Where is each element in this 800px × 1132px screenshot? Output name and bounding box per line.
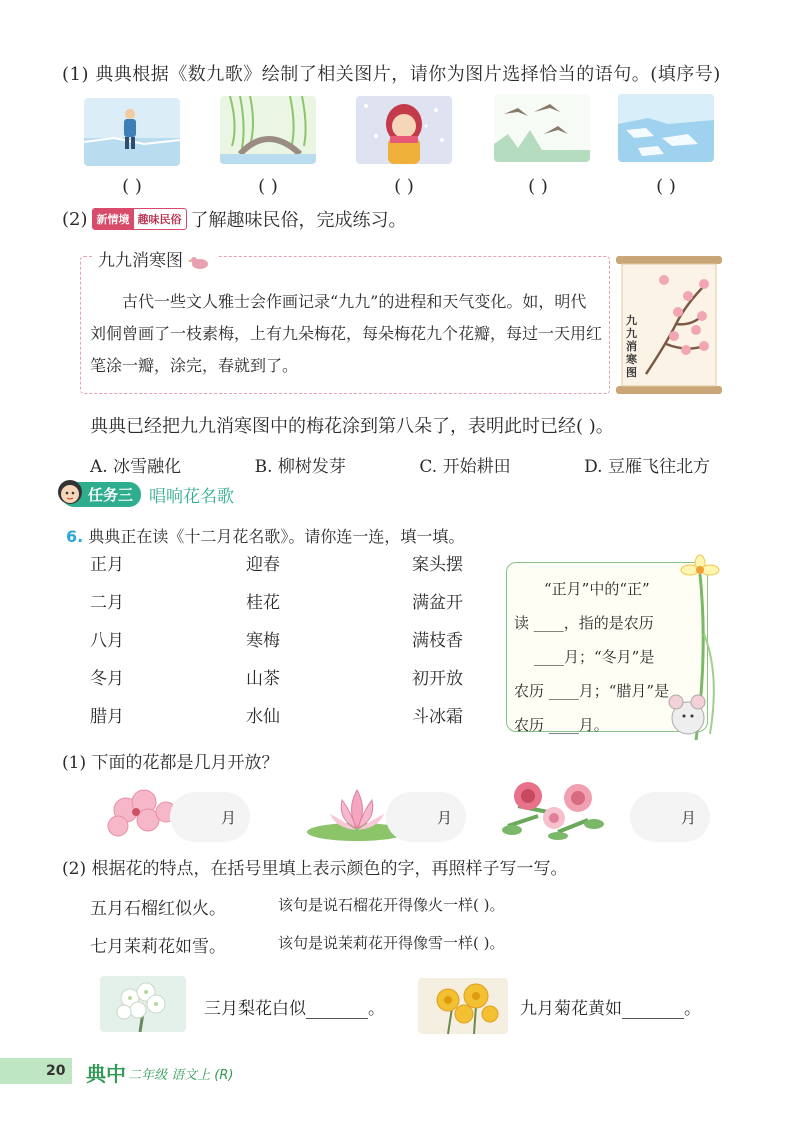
note-line-3[interactable]: ____月；“冬月”是 bbox=[534, 648, 655, 666]
melting-ice-icon bbox=[618, 94, 714, 162]
flower-item[interactable]: 水仙 bbox=[246, 707, 280, 727]
info-text: 古代一些文人雅士会作画记录“九九”的进程和天气变化。如，明代刘侗曾画了一枝素梅，上有九朵梅花，每朵梅花九个花瓣，每过一天用红笔涂一瓣，涂完，春就到了。 bbox=[90, 292, 603, 375]
info-title: 九九消寒图 bbox=[92, 246, 218, 271]
badge-new: 新情境 bbox=[93, 209, 134, 229]
badge-folk: 趣味民俗 bbox=[137, 213, 182, 226]
q6-text: 典典正在读《十二月花名歌》。请你连一连，填一填。 bbox=[88, 527, 465, 546]
girl-in-snow-icon bbox=[356, 96, 452, 164]
page-number: 20 bbox=[46, 1063, 66, 1079]
note-line-2[interactable]: 读 ____，指的是农历 bbox=[514, 614, 654, 632]
answer-paren-3[interactable]: ( ) bbox=[394, 176, 414, 197]
phrase-item[interactable]: 案头摆 bbox=[412, 555, 463, 575]
part2-question: 了解趣味民俗，完成练习。 bbox=[190, 210, 407, 231]
bird-icon bbox=[188, 253, 212, 271]
example-sentence-1: 五月石榴红似火。 bbox=[90, 899, 226, 919]
q6-2-question: (2) 根据花的特点，在括号里填上表示颜色的字，再照样子写一写。 bbox=[62, 859, 568, 879]
new-context-badge bbox=[92, 208, 187, 230]
choice-c[interactable]: C. 开始耕田 bbox=[419, 457, 511, 477]
pear-blossom-icon bbox=[100, 976, 186, 1032]
example-note-1[interactable]: 该句是说石榴花开得像火一样( )。 bbox=[278, 896, 505, 914]
q6-prompt bbox=[66, 524, 464, 547]
choices-row bbox=[90, 452, 710, 477]
flowers-column bbox=[246, 546, 280, 736]
phrase-item[interactable]: 斗冰霜 bbox=[412, 707, 463, 727]
chrysanthemum-icon bbox=[418, 978, 508, 1034]
answer-paren-2[interactable]: ( ) bbox=[258, 176, 278, 197]
month-blank-1[interactable]: 月 bbox=[170, 792, 250, 842]
choice-a[interactable]: A. 冰雪融化 bbox=[90, 457, 182, 477]
book-name: 二年级 语文上 (R) bbox=[128, 1068, 234, 1083]
phrases-column bbox=[412, 546, 463, 736]
month-blank-2[interactable]: 月 bbox=[386, 792, 466, 842]
phrase-item[interactable]: 初开放 bbox=[412, 669, 463, 689]
example-sentence-2: 七月茉莉花如雪。 bbox=[90, 937, 226, 957]
note-line-4[interactable]: 农历 ____月；“腊月”是 bbox=[514, 682, 670, 700]
part1-question: (1) 典典根据《数九歌》绘制了相关图片，请你为图片选择恰当的语句。(填序号) bbox=[62, 64, 721, 85]
note-line-5[interactable]: 农历 ____月。 bbox=[514, 716, 609, 734]
part2-statement: 典典已经把九九消寒图中的梅花涂到第八朵了，表明此时已经( )。 bbox=[90, 416, 614, 437]
part2-question-row bbox=[62, 206, 407, 232]
note-line-1: “正月”中的“正” bbox=[544, 580, 650, 598]
flower-item[interactable]: 桂花 bbox=[246, 593, 280, 613]
part2-prefix: (2) bbox=[62, 208, 88, 230]
flower-item[interactable]: 迎春 bbox=[246, 555, 280, 575]
task3-tag: 任务三 bbox=[62, 482, 141, 507]
book-logo: 典中 bbox=[86, 1062, 126, 1086]
task3-header bbox=[62, 482, 234, 507]
example-note-2[interactable]: 该句是说茉莉花开得像雪一样( )。 bbox=[278, 934, 505, 952]
fill-line-2[interactable]: 九月菊花黄如 。 bbox=[520, 999, 701, 1019]
month-item[interactable]: 冬月 bbox=[90, 669, 124, 689]
month-item[interactable]: 腊月 bbox=[90, 707, 124, 727]
scroll-caption: 九九消寒图 bbox=[626, 314, 637, 379]
months-column bbox=[90, 546, 124, 736]
answer-paren-5[interactable]: ( ) bbox=[656, 176, 676, 197]
phrase-item[interactable]: 满盆开 bbox=[412, 593, 463, 613]
choice-d[interactable]: D. 豆雁飞往北方 bbox=[584, 457, 710, 477]
month-item[interactable]: 二月 bbox=[90, 593, 124, 613]
willow-bridge-icon bbox=[220, 96, 316, 164]
flower-item[interactable]: 寒梅 bbox=[246, 631, 280, 651]
month-item[interactable]: 正月 bbox=[90, 555, 124, 575]
flower-item[interactable]: 山茶 bbox=[246, 669, 280, 689]
peony-icon bbox=[498, 776, 612, 842]
month-blank-3[interactable]: 月 bbox=[630, 792, 710, 842]
answer-paren-1[interactable]: ( ) bbox=[122, 176, 142, 197]
person-on-ice-icon bbox=[84, 98, 180, 166]
girl-mascot-icon bbox=[56, 478, 84, 506]
fill-line-1[interactable]: 三月梨花白似 。 bbox=[204, 999, 385, 1019]
note-text bbox=[514, 572, 704, 742]
phrase-item[interactable]: 满枝香 bbox=[412, 631, 463, 651]
answer-paren-4[interactable]: ( ) bbox=[528, 176, 548, 197]
q6-number: 6. bbox=[66, 527, 84, 546]
month-item[interactable]: 八月 bbox=[90, 631, 124, 651]
task3-title: 唱响花名歌 bbox=[149, 487, 235, 507]
wild-geese-icon bbox=[494, 94, 590, 162]
choice-b[interactable]: B. 柳树发芽 bbox=[254, 457, 346, 477]
q6-1-question: (1) 下面的花都是几月开放？ bbox=[62, 753, 279, 773]
